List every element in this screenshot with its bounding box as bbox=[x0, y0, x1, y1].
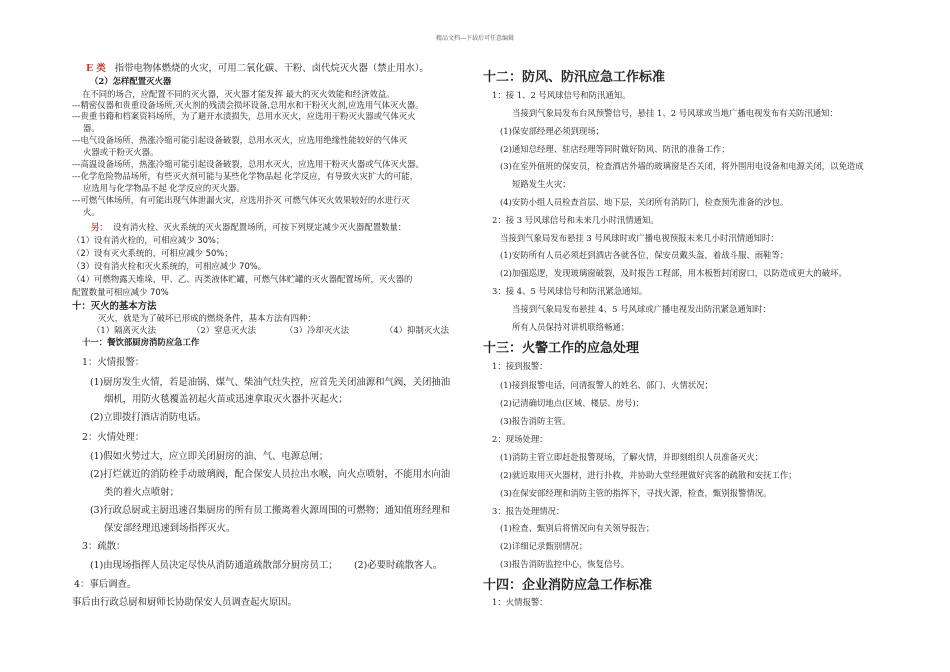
step-item: (2)立即拨打酒店消防电话。 bbox=[90, 412, 207, 423]
method-item: （4）抑制灭火法 bbox=[385, 325, 449, 335]
step-item: (2)详细记录甄别情况； bbox=[500, 541, 588, 551]
rule-item: （1）设有消火栓的，可相应减少 30%； bbox=[72, 235, 225, 245]
paragraph: 在不同的场合，应配置不同的灭火器，灭火器才能发挥 最大的灭火效能和经济效益。 bbox=[82, 89, 395, 99]
step-item: 类的着火点喷射； bbox=[104, 487, 180, 498]
paragraph: 器。 bbox=[83, 123, 100, 133]
paragraph: 灭火，就是为了破坏已形成的燃烧条件，基本方法有四种： bbox=[98, 313, 316, 323]
section-12-title: 十二：防风、防汛应急工作标准 bbox=[483, 70, 666, 85]
step-item: (3)行政总厨或主厨迅速召集厨房的所有员工搬离着火源周围的可燃物；通知值班经理和 bbox=[90, 505, 451, 516]
paragraph: 当接到气象局发布悬挂 4、5 号风球或广播电视发出防汛紧急通知时： bbox=[512, 304, 771, 314]
paragraph: 当接到气象局发布悬挂 3 号风球时或广播电视预报未来几小时汛情通知时： bbox=[500, 233, 779, 243]
step-item: 保安部经理迅速到场指挥灭火。 bbox=[104, 523, 236, 534]
step-heading: 3：报告处理情况： bbox=[492, 506, 565, 516]
step-heading: 1：火情报警： bbox=[82, 357, 145, 368]
step-heading: 3：接 4、5 号风球信号和防汛紧急通知。 bbox=[492, 286, 648, 296]
step-item: (3)在保安部经理和消防主管的指挥下，寻找火源，检查，甄别报警情况。 bbox=[500, 488, 772, 498]
step-item: (2)通知总经理、驻店经理等同时做好防风、防汛的准备工作； bbox=[500, 144, 730, 154]
method-item: （1）隔离灭火法 bbox=[92, 325, 156, 335]
note-label: 另： bbox=[91, 222, 108, 232]
paragraph: ---精密仪器和贵重设备场所,灭火剂的残渍会损坏设备,总用水和干粉灭火剂,应选用气体灭火器。 bbox=[72, 100, 424, 110]
paragraph: ---可燃气体场所，有可能出现气体泄漏火灾，应选用扑灭 可燃气体灭火效果较好的水进行灭 bbox=[72, 195, 410, 205]
method-item: （3）冷却灭火法 bbox=[285, 325, 349, 335]
step-heading: 1：接 1、2 号风球信号和防汛通知。 bbox=[492, 90, 631, 100]
step-item: (2)打烂就近的消防栓手动玻璃阀，配合保安人员拉出水喉，向火点喷射，不能用水向油 bbox=[90, 469, 451, 480]
step-heading: 4：事后调查。 bbox=[74, 579, 137, 590]
step-heading: 1：火情报警： bbox=[492, 597, 548, 607]
paragraph: ---高温设备场所，热涨冷缩可能引起设备破裂，总用水灭火，应选用干粉灭火器或气体灭火器。 bbox=[72, 159, 424, 169]
step-heading: 2：现场处理： bbox=[492, 434, 548, 444]
step-item: (1)由现场指挥人员决定尽快从消防通道疏散部分厨房员工； bbox=[90, 560, 338, 571]
e-class-label: E 类 bbox=[86, 63, 106, 74]
paragraph: ---电气设备场所，热涨冷缩可能引起设备破裂，总用水灭火，应选用绝缘性能较好的气体灭 bbox=[72, 135, 408, 145]
step-item: (4)安防小组人员检查首层、地下层，关闭所有消防门，检查预先准备的沙包。 bbox=[500, 197, 789, 207]
section-14-title: 十四：企业消防应急工作标准 bbox=[483, 578, 653, 593]
paragraph: ---贵重书籍和档案资料场所，为了避开水渍损失，总用水灭火，应选用干粉灭火器或气体灭火 bbox=[72, 111, 416, 121]
step-item: (3)在室外值班的保安员，检查酒店外墙的玻璃窗是否关闭，将外围用电设备和电源关闭，以免造成 bbox=[500, 161, 864, 171]
subheading-configure: （2）怎样配置灭火器 bbox=[90, 76, 172, 86]
paragraph: 当接到气象局发布台风预警信号，悬挂 1、2 号风球或当地广播电视发布有关防汛通知： bbox=[512, 108, 838, 118]
rule-item: （3）设有消火栓和灭火系统的，可相应减少 70%。 bbox=[72, 261, 267, 271]
step-heading: 2：火情处理： bbox=[82, 432, 145, 443]
step-item: (1)安防所有人员必须赶到酒店各就各位，保安员戴头盔，着战斗服、雨鞋等； bbox=[500, 250, 789, 260]
step-item: (1)检查、甄别后将情况向有关领导报告； bbox=[500, 523, 655, 533]
rule-item: 配置数量可相应减少 70% bbox=[72, 287, 169, 297]
step-item: (1)厨房发生火情，若是油锅、煤气、柴油气灶失控，应首先关闭油源和气阀，关闭抽油 bbox=[90, 377, 451, 388]
section-13-title: 十三：火警工作的应急处理 bbox=[483, 341, 640, 356]
paragraph: 火器或干粉灭火器。 bbox=[83, 147, 159, 157]
paragraph: ---化学危险物品场所，有些灭火剂可能与某些化学物品起 化学反应，有导致火灾扩大的可能， bbox=[72, 171, 419, 181]
step-item: 短路发生火灾； bbox=[512, 179, 571, 189]
rule-item: （2）设有灭火系统的，可相应减少 50%； bbox=[72, 248, 233, 258]
paragraph: 应选用与化学物品不起 化学反应的灭火器。 bbox=[83, 183, 245, 193]
step-item: (3)报告消防主管。 bbox=[500, 416, 571, 426]
paragraph: 火。 bbox=[83, 207, 100, 217]
section-10-title: 十：灭火的基本方法 bbox=[72, 301, 157, 312]
paragraph: 事后由行政总厨和厨师长协助保安人员调查起火原因。 bbox=[72, 597, 298, 608]
step-heading: 3：疏散： bbox=[82, 541, 126, 552]
step-item: (3)报告消防监控中心，恢复信号。 bbox=[500, 559, 630, 569]
paragraph: 所有人员保持对讲机联络畅通； bbox=[512, 322, 630, 332]
method-item: （2）窒息灭火法 bbox=[192, 325, 256, 335]
step-heading: 1：接到报警： bbox=[492, 361, 548, 371]
step-item: (2)记清确切地点(区域、楼层、房号)； bbox=[500, 398, 645, 408]
step-item: (2)加强巡逻，发现玻璃窗破裂，及时报告工程部，用木板暂封闭窗口，以防造成更大的破坏。 bbox=[500, 268, 847, 278]
step-item: (2)必要时疏散客人。 bbox=[354, 560, 443, 571]
section-11-title: 十一：餐饮部厨房消防应急工作 bbox=[82, 337, 200, 347]
step-heading: 2：接 3 号风球信号和未来几小时汛情通知。 bbox=[492, 215, 659, 225]
rule-item: （4）可燃物露天堆垛，甲、乙、丙类液体贮罐，可燃气体贮罐的灭火器配置场所，灭火器的 bbox=[72, 274, 413, 284]
step-item: (1)消防主管立即赶赴报警现场，了解火情，并即刻组织人员准备灭火； bbox=[500, 452, 764, 462]
step-item: (1)保安部经理必须到现场； bbox=[500, 126, 604, 136]
step-item: (1)接到报警电话，问清报警人的姓名、部门、火情状况； bbox=[500, 380, 713, 390]
step-item: (1)假如火势过大，应立即关闭厨房的油、气、电源总闸； bbox=[90, 451, 329, 462]
step-item: 烟机，用防火毯覆盖初起火苗或迅速拿取灭火器扑灭起火； bbox=[104, 394, 348, 405]
e-class-line: E 类 指带电物体燃烧的火灾，可用二氧化碳、干粉、卤代烷灭火器（禁止用水）。 bbox=[86, 63, 429, 74]
note-line: 另： 设有消火栓、灭火系统的灭火器配置场所，可按下列规定减少灭火器配置数量： bbox=[91, 222, 407, 232]
page-header: 精品文档---下载后可任意编辑 bbox=[435, 35, 515, 42]
step-item: (2)就近取用灭火器材，进行扑救，并协助大堂经理做好宾客的疏散和安抚工作； bbox=[500, 470, 797, 480]
